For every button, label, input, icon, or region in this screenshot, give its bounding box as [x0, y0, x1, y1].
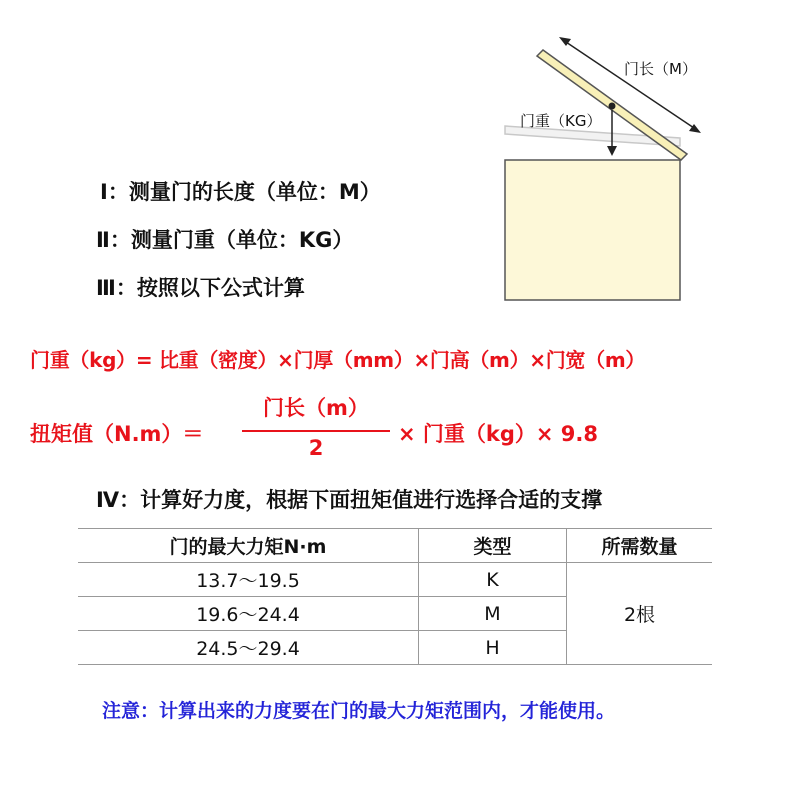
center-of-gravity-dot [609, 103, 616, 110]
step-4: Ⅳ：计算好力度，根据下面扭矩值进行选择合适的支撑 [96, 488, 603, 512]
door-weight-formula: 门重（kg）= 比重（密度）×门厚（mm）×门高（m）×门宽（m） [30, 348, 646, 372]
header-max-torque: 门的最大力矩N·m [78, 529, 419, 563]
step-3-text: 按照以下公式计算 [136, 276, 305, 300]
quantity-cell: 2根 [567, 563, 713, 665]
torque-formula-rhs: × 门重（kg）× 9.8 [398, 422, 599, 446]
torque-range-cell: 24.5～29.4 [78, 631, 419, 665]
header-quantity: 所需数量 [567, 529, 713, 563]
gas-strut-spec-table [78, 528, 712, 665]
step-1-number: Ⅰ： [100, 180, 129, 204]
step-3 [96, 272, 305, 302]
type-cell: K [419, 563, 567, 597]
door-length-label: 门长（M） [624, 60, 697, 78]
step-1 [100, 176, 381, 206]
cabinet-box [505, 160, 680, 300]
torque-formula-denominator: 2 [308, 436, 324, 460]
step-3-number: Ⅲ： [96, 276, 137, 300]
weight-arrowhead [607, 146, 617, 156]
table-row [78, 563, 712, 597]
step-1-text: 测量门的长度（单位：M） [128, 180, 381, 204]
type-cell: H [419, 631, 567, 665]
torque-formula-numerator: 门长（m） [263, 396, 369, 420]
door-weight-label: 门重（KG） [520, 112, 602, 130]
step-2-text: 测量门重（单位：KG） [130, 228, 354, 252]
header-type: 类型 [419, 529, 567, 563]
torque-range-cell: 19.6～24.4 [78, 597, 419, 631]
step-2 [96, 224, 353, 254]
type-cell: M [419, 597, 567, 631]
table-header-row [78, 529, 712, 563]
step-2-number: Ⅱ： [96, 228, 131, 252]
torque-range-cell: 13.7～19.5 [78, 563, 419, 597]
usage-note: 注意：计算出来的力度要在门的最大力矩范围内，才能使用。 [102, 700, 616, 722]
torque-formula-lhs: 扭矩值（N.m）＝ [30, 422, 204, 446]
fraction-bar [242, 430, 390, 432]
